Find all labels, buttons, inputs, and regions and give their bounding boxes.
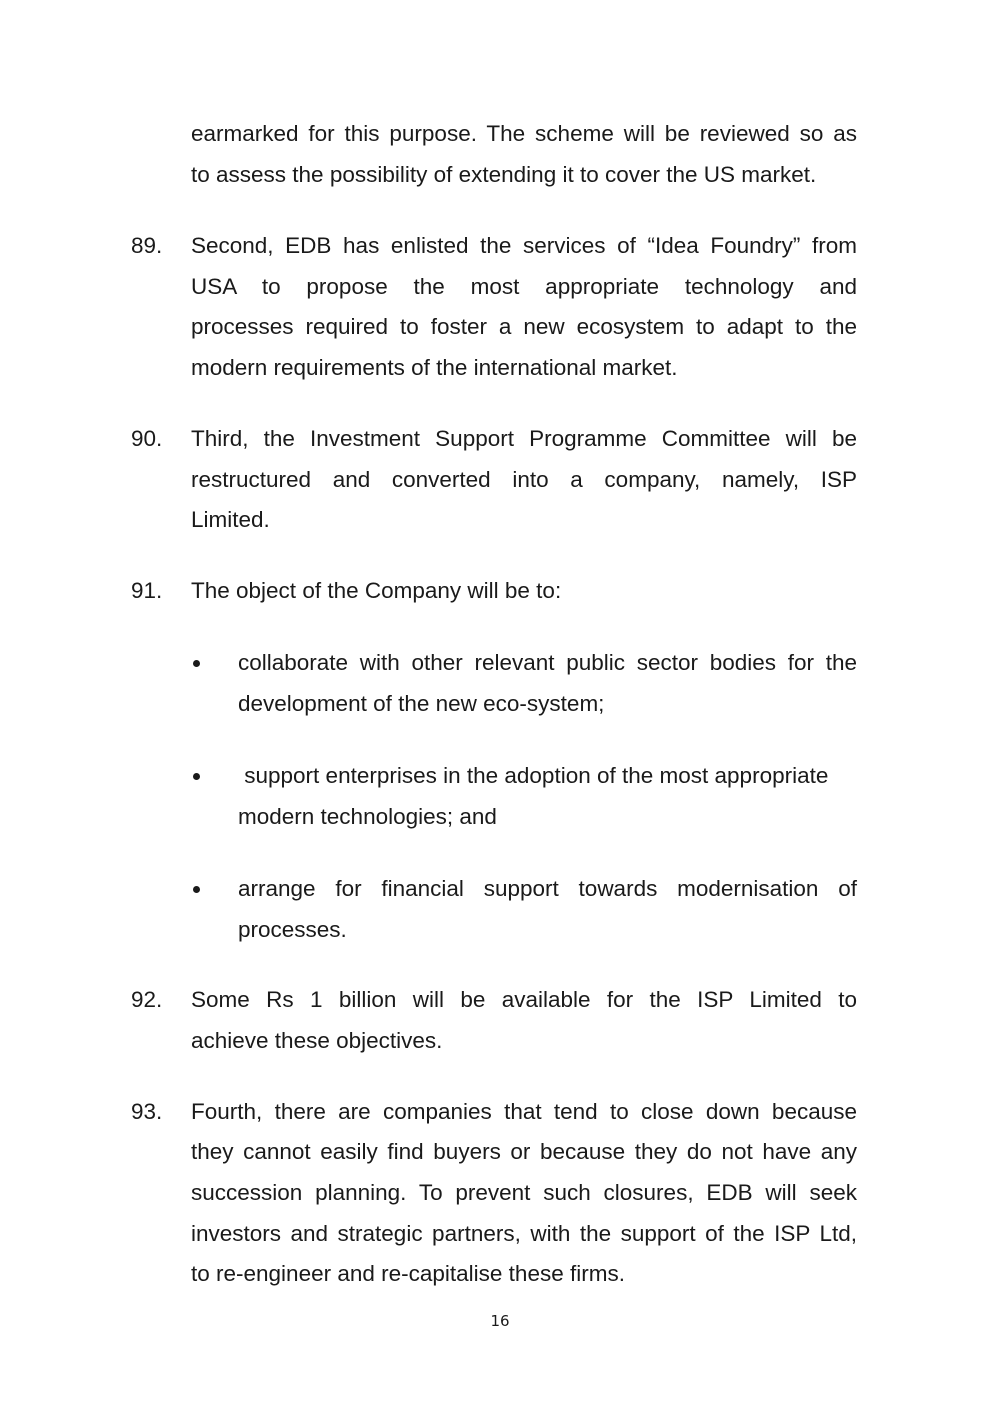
bullet-1-line-2: development of the new eco-system; — [238, 691, 605, 716]
paragraph-93-line-4: investors and strategic partners, with the support of the ISP Ltd, — [191, 1221, 857, 1246]
paragraph-91-line-1: The object of the Company will be to: — [191, 578, 562, 603]
paragraph-93-line-2: they cannot easily find buyers or because they do not have any — [191, 1139, 857, 1164]
paragraph-89-line-1: Second, EDB has enlisted the services of “Idea Foundry” from — [191, 233, 857, 258]
bullet-3-line-2: processes. — [238, 917, 347, 942]
bullet-2-line-1: support enterprises in the adoption of the most appropriate — [238, 763, 829, 788]
bullet-icon — [193, 773, 200, 780]
paragraph-number-92: 92. — [131, 987, 163, 1012]
paragraph-92-line-1: Some Rs 1 billion will be available for the ISP Limited to — [191, 987, 857, 1012]
bullet-3-line-1: arrange for financial support towards modernisation of — [238, 876, 857, 901]
paragraph-90-line-1: Third, the Investment Support Programme Committee will be — [191, 426, 857, 451]
paragraph-number-90: 90. — [131, 426, 163, 451]
paragraph-90-line-2: restructured and converted into a company, namely, ISP — [191, 467, 857, 492]
paragraph-93-line-5: to re-engineer and re-capitalise these firms. — [191, 1261, 625, 1286]
page-number: 16 — [490, 1312, 510, 1330]
paragraph-92-line-2: achieve these objectives. — [191, 1028, 443, 1053]
paragraph-number-89: 89. — [131, 233, 163, 258]
intro-line-2: to assess the possibility of extending it to cover the US market. — [191, 162, 817, 187]
paragraph-number-91: 91. — [131, 578, 163, 603]
paragraph-93-line-3: succession planning. To prevent such closures, EDB will seek — [191, 1180, 857, 1205]
paragraph-90-line-3: Limited. — [191, 507, 270, 532]
paragraph-89-line-2: USA to propose the most appropriate technology and — [191, 274, 857, 299]
paragraph-93-line-1: Fourth, there are companies that tend to close down because — [191, 1099, 857, 1124]
paragraph-number-93: 93. — [131, 1099, 163, 1124]
paragraph-89-line-4: modern requirements of the international market. — [191, 355, 678, 380]
paragraph-89-line-3: processes required to foster a new ecosystem to adapt to the — [191, 314, 857, 339]
intro-line-1: earmarked for this purpose. The scheme will be reviewed so as — [191, 121, 857, 146]
bullet-icon — [193, 660, 200, 667]
bullet-2-line-2: modern technologies; and — [238, 804, 497, 829]
bullet-1-line-1: collaborate with other relevant public sector bodies for the — [238, 650, 857, 675]
bullet-icon — [193, 886, 200, 893]
